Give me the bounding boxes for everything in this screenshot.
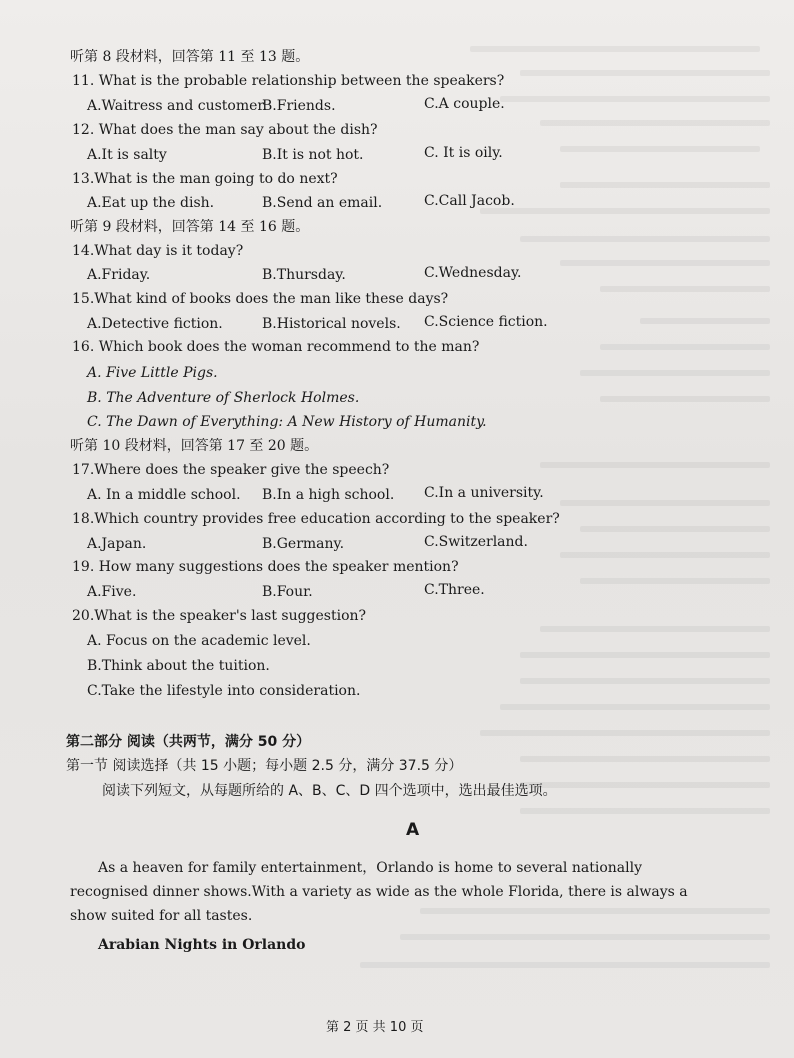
part2-title: 第二部分 阅读（共两节，满分 50 分） [66, 734, 311, 750]
page-footer: 第 2 页 共 10 页 [326, 1020, 424, 1035]
q12-option-c: C. It is oily. [424, 145, 503, 161]
question-19-stem: 19. How many suggestions does the speaker mention? [72, 559, 459, 575]
q15-option-a: A.Detective fiction. [87, 316, 223, 332]
passage-subheading: Arabian Nights in Orlando [98, 937, 306, 953]
section-header-8: 听第 8 段材料，回答第 11 至 13 题。 [70, 49, 310, 65]
q14-option-a: A.Friday. [87, 267, 151, 283]
q12-option-a: A.It is salty [87, 147, 167, 163]
question-20-stem: 20.What is the speaker's last suggestion? [72, 608, 367, 624]
q17-option-b: B.In a high school. [262, 487, 395, 503]
part2-instruction: 阅读下列短文，从每题所给的 A、B、C、D 四个选项中，选出最佳选项。 [102, 783, 557, 799]
q16-option-c: C. The Dawn of Everything: A New History of Humanity. [87, 414, 487, 430]
question-12-stem: 12. What does the man say about the dish? [72, 122, 378, 138]
question-14-stem: 14.What day is it today? [72, 243, 244, 259]
q17-option-a: A. In a middle school. [87, 487, 241, 503]
q15-option-b: B.Historical novels. [262, 316, 401, 332]
q20-option-b: B.Think about the tuition. [87, 658, 270, 674]
question-16-stem: 16. Which book does the woman recommend to the man? [72, 339, 480, 355]
q16-option-a: A. Five Little Pigs. [87, 365, 218, 381]
section-header-10: 听第 10 段材料，回答第 17 至 20 题。 [70, 438, 319, 454]
q18-option-b: B.Germany. [262, 536, 345, 552]
question-15-stem: 15.What kind of books does the man like these days? [72, 291, 449, 307]
q13-option-b: B.Send an email. [262, 195, 383, 211]
q17-option-c: C.In a university. [424, 485, 544, 501]
q11-option-c: C.A couple. [424, 96, 505, 112]
question-18-stem: 18.Which country provides free education according to the speaker? [72, 511, 560, 527]
q19-option-a: A.Five. [87, 584, 137, 600]
part2-section1-title: 第一节 阅读选择（共 15 小题；每小题 2.5 分，满分 37.5 分） [66, 758, 463, 774]
q15-option-c: C.Science fiction. [424, 314, 548, 330]
q19-option-c: C.Three. [424, 582, 485, 598]
q14-option-b: B.Thursday. [262, 267, 346, 283]
passage-a-paragraph: As a heaven for family entertainment，Orlando is home to several nationally recognised dinner shows.With a variety as wide as the whole Florida, there is always a show suited for all tastes. [70, 860, 688, 924]
q18-option-c: C.Switzerland. [424, 534, 528, 550]
q11-option-a: A.Waitress and customer. [87, 98, 268, 114]
q19-option-b: B.Four. [262, 584, 313, 600]
question-13-stem: 13.What is the man going to do next? [72, 171, 338, 187]
q14-option-c: C.Wednesday. [424, 265, 522, 281]
section-header-9: 听第 9 段材料，回答第 14 至 16 题。 [70, 219, 310, 235]
q13-option-c: C.Call Jacob. [424, 193, 515, 209]
q11-option-b: B.Friends. [262, 98, 336, 114]
question-17-stem: 17.Where does the speaker give the speech? [72, 462, 390, 478]
q18-option-a: A.Japan. [87, 536, 147, 552]
q20-option-a: A. Focus on the academic level. [87, 633, 311, 649]
q16-option-b: B. The Adventure of Sherlock Holmes. [87, 390, 360, 406]
question-11-stem: 11. What is the probable relationship between the speakers? [72, 73, 505, 89]
q13-option-a: A.Eat up the dish. [87, 195, 215, 211]
passage-letter: A [406, 820, 420, 840]
q12-option-b: B.It is not hot. [262, 147, 364, 163]
q20-option-c: C.Take the lifestyle into consideration. [87, 683, 361, 699]
